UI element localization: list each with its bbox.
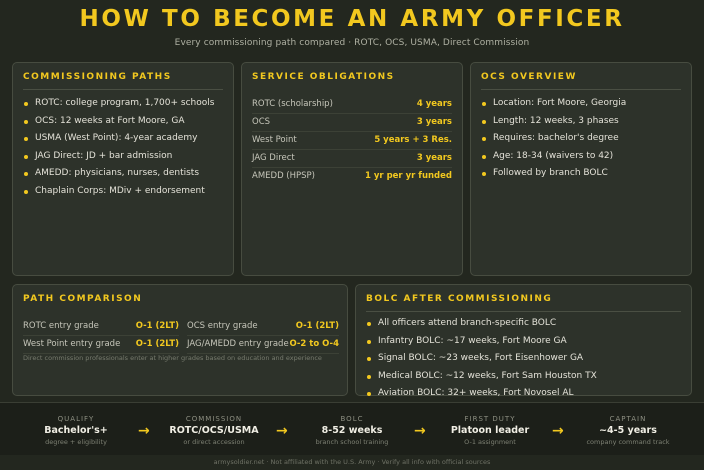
timeline-step [432,415,548,446]
list-item: Followed by branch BOLC [481,165,683,183]
step-value: ~4-5 years [599,425,657,436]
obligation-row [252,167,452,185]
list-item: Length: 12 weeks, 3 phases [481,113,683,131]
step-subtext: or direct accession [183,438,245,446]
list-item: Infantry BOLC: ~17 weeks, Fort Moore GA [366,333,683,351]
comparison-label: ROTC entry grade [23,321,99,331]
obligation-label: ROTC (scholarship) [252,99,333,109]
obligation-value: 3 years [416,117,452,127]
panel-title: BOLC AFTER COMMISSIONING [366,294,553,304]
ocs-overview-list [481,95,683,183]
step-value: Platoon leader [450,425,530,436]
page-header [0,0,704,58]
divider [23,89,223,90]
divider [366,311,681,312]
obligation-label: West Point [252,135,297,145]
step-kicker: QUALIFY [57,415,95,423]
step-subtext: company command track [586,438,670,446]
comparison-value: O-1 (2LT) [135,321,179,331]
bolc-list [366,315,683,403]
list-item: Aviation BOLC: 32+ weeks, Fort Novosel AL [366,385,683,403]
comparison-cell [187,317,339,336]
path-comparison-panel [12,284,348,396]
obligation-label: JAG Direct [252,153,295,163]
comparison-label: JAG/AMEDD entry grade [187,339,289,349]
comparison-label: West Point entry grade [23,339,121,349]
obligation-value: 1 yr per yr funded [365,171,452,181]
arrow-right-icon: → [414,423,426,439]
step-kicker: FIRST DUTY [464,415,516,423]
career-timeline [0,402,704,455]
obligation-label: OCS [252,117,271,127]
step-value: Bachelor's+ [44,425,108,436]
obligation-row [252,131,452,150]
list-item: JAG Direct: JD + bar admission [23,148,225,166]
step-kicker: CAPTAIN [609,415,647,423]
panel-title: PATH COMPARISON [23,294,143,304]
list-item: Chaplain Corps: MDiv + endorsement [23,183,225,201]
step-subtext: degree + eligibility [45,438,107,446]
ocs-overview-panel [470,62,692,276]
divider [481,89,681,90]
comparison-label: OCS entry grade [187,321,258,331]
list-item: All officers attend branch-specific BOLC [366,315,683,333]
obligation-row [252,95,452,114]
comparison-value: O-1 (2LT) [135,339,179,349]
page-title: HOW TO BECOME AN ARMY OFFICER [79,6,625,32]
timeline-step [156,415,272,446]
step-kicker: BOLC [340,415,364,423]
timeline-step [18,415,134,446]
comparison-value: O-1 (2LT) [295,321,339,331]
panel-title: SERVICE OBLIGATIONS [252,72,395,82]
step-kicker: COMMISSION [185,415,243,423]
timeline-step [294,415,410,446]
timeline-step [570,415,686,446]
obligation-row [252,113,452,132]
commissioning-paths-list [23,95,225,201]
obligation-value: 5 years + 3 Res. [374,135,452,145]
list-item: USMA (West Point): 4-year academy [23,130,225,148]
comparison-value: O-2 to O-4 [289,339,339,349]
list-item: Requires: bachelor's degree [481,130,683,148]
comparison-cell [23,317,179,336]
list-item: OCS: 12 weeks at Fort Moore, GA [23,113,225,131]
obligation-value: 4 years [416,99,452,109]
panel-title: COMMISSIONING PATHS [23,72,172,82]
arrow-right-icon: → [276,423,288,439]
list-item: Signal BOLC: ~23 weeks, Fort Eisenhower GA [366,350,683,368]
bolc-panel [355,284,692,399]
step-subtext: O-1 assignment [464,438,516,446]
list-item: Location: Fort Moore, Georgia [481,95,683,113]
panel-title: OCS OVERVIEW [481,72,577,82]
step-value: 8-52 weeks [321,425,383,436]
service-obligations-panel [241,62,463,276]
comparison-cell [187,335,339,354]
list-item: Age: 18-34 (waivers to 42) [481,148,683,166]
list-item: Medical BOLC: ~12 weeks, Fort Sam Houston TX [366,368,683,386]
footer-disclaimer: armysoldier.net · Not affiliated with the U.S. Army · Verify all info with official sources [213,458,491,466]
comparison-note: Direct commission professionals enter at higher grades based on education and experience [23,354,322,362]
comparison-cell [23,335,179,354]
step-value: ROTC/OCS/USMA [169,425,259,436]
arrow-right-icon: → [552,423,564,439]
list-item: ROTC: college program, 1,700+ schools [23,95,225,113]
obligation-label: AMEDD (HPSP) [252,171,315,181]
commissioning-paths-panel [12,62,234,276]
obligation-value: 3 years [416,153,452,163]
step-subtext: branch school training [315,438,389,446]
page-subtitle: Every commissioning path compared · ROTC, OCS, USMA, Direct Commission [174,38,530,48]
list-item: AMEDD: physicians, nurses, dentists [23,165,225,183]
obligation-row [252,149,452,168]
arrow-right-icon: → [138,423,150,439]
